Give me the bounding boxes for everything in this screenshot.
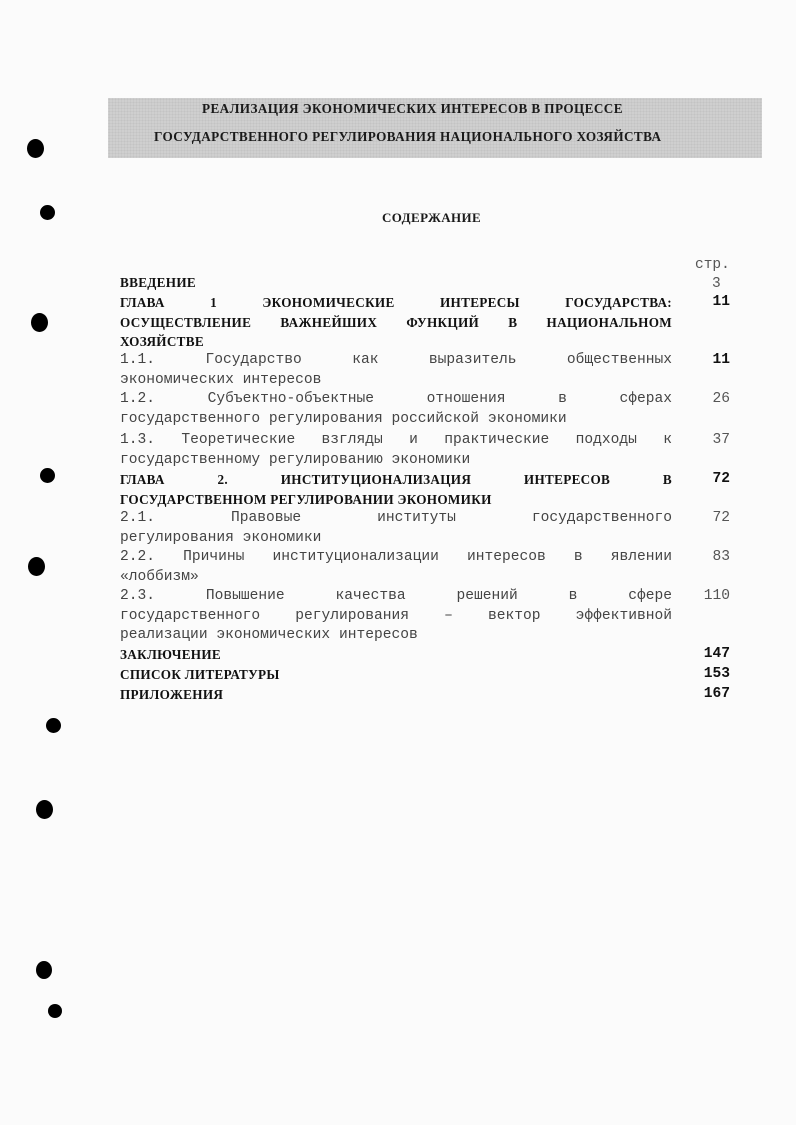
punch-hole <box>28 557 45 576</box>
toc-page-number: 167 <box>703 686 730 702</box>
toc-page-number: 11 <box>712 352 730 368</box>
toc-entry-line: реализации экономических интересов <box>120 627 418 643</box>
toc-entry-line: ВВЕДЕНИЕ <box>120 275 196 290</box>
toc-section-entry <box>120 390 672 429</box>
toc-page-number: 147 <box>703 646 730 662</box>
toc-page-number: 11 <box>712 294 730 310</box>
punch-hole <box>40 205 55 220</box>
toc-section-entry <box>120 509 672 548</box>
punch-hole <box>48 1004 62 1018</box>
toc-page-number: 110 <box>703 588 730 604</box>
toc-entry-line: 1.1. Государство как выразитель общественных <box>120 352 672 368</box>
title-line-1: РЕАЛИЗАЦИЯ ЭКОНОМИЧЕСКИХ ИНТЕРЕСОВ В ПРОЦЕССЕ <box>202 101 623 116</box>
toc-entry-line: государственного регулирования – вектор эффективной <box>120 607 672 624</box>
punch-hole <box>36 800 53 819</box>
page-column-label: стр. <box>695 257 730 273</box>
punch-hole <box>46 718 61 733</box>
title-line-2: ГОСУДАРСТВЕННОГО РЕГУЛИРОВАНИЯ НАЦИОНАЛЬНОГО ХОЗЯЙСТВА <box>154 129 662 144</box>
toc-entry-line: государственному регулированию экономики <box>120 451 471 468</box>
toc-chapter-entry <box>120 665 672 685</box>
toc-entry-line: ГЛАВА 1 ЭКОНОМИЧЕСКИЕ ИНТЕРЕСЫ ГОСУДАРСТВА: <box>120 295 672 310</box>
toc-entry-line: 1.2. Субъектно-объектные отношения в сферах <box>120 391 672 407</box>
toc-chapter-entry <box>120 470 672 509</box>
toc-entry-line: ГЛАВА 2. ИНСТИТУЦИОНАЛИЗАЦИЯ ИНТЕРЕСОВ В <box>120 472 672 487</box>
toc-entry-line: ПРИЛОЖЕНИЯ <box>120 687 224 702</box>
toc-chapter-entry <box>120 645 672 665</box>
toc-section-entry <box>120 351 672 390</box>
toc-section-entry <box>120 431 672 470</box>
toc-chapter-entry <box>120 273 672 293</box>
toc-entry-line: 2.2. Причины институционализации интересов в явлении <box>120 549 672 565</box>
toc-entry-line: СПИСОК ЛИТЕРАТУРЫ <box>120 667 280 682</box>
toc-page-number: 37 <box>712 432 730 448</box>
intro-page-number: 3 <box>712 276 721 292</box>
toc-entry-line: 2.1. Правовые институты государственного <box>120 510 672 526</box>
toc-entry-line: ОСУЩЕСТВЛЕНИЕ ВАЖНЕЙШИХ ФУНКЦИЙ В НАЦИОНАЛЬНОМ <box>120 314 672 330</box>
toc-section-entry <box>120 587 672 646</box>
toc-chapter-entry <box>120 293 672 352</box>
toc-entry-line: ЗАКЛЮЧЕНИЕ <box>120 647 222 662</box>
toc-entry-line: «лоббизм» <box>120 568 199 585</box>
toc-page-number: 26 <box>712 391 730 407</box>
toc-page-number: 153 <box>703 666 730 682</box>
punch-hole <box>27 139 44 158</box>
toc-section-entry <box>120 548 672 587</box>
toc-entry-line: ГОСУДАРСТВЕННОМ РЕГУЛИРОВАНИИ ЭКОНОМИКИ <box>120 491 492 507</box>
toc-page-number: 72 <box>712 471 730 487</box>
toc-entry-line: государственного регулирования российской экономики <box>120 410 567 427</box>
contents-heading: СОДЕРЖАНИЕ <box>382 210 482 225</box>
toc-entry-line: ХОЗЯЙСТВЕ <box>120 334 204 349</box>
toc-chapter-entry <box>120 685 672 705</box>
punch-hole <box>31 313 48 332</box>
title-banner <box>108 98 762 158</box>
toc-entry-line: регулирования экономики <box>120 529 322 546</box>
toc-entry-line: 2.3. Повышение качества решений в сфере <box>120 588 672 604</box>
toc-page-number: 83 <box>712 549 730 565</box>
toc-page-number: 72 <box>712 510 730 526</box>
punch-hole <box>40 468 55 483</box>
toc-entry-line: экономических интересов <box>120 371 322 388</box>
punch-hole <box>36 961 52 979</box>
toc-entry-line: 1.3. Теоретические взгляды и практические подходы к <box>120 432 672 448</box>
